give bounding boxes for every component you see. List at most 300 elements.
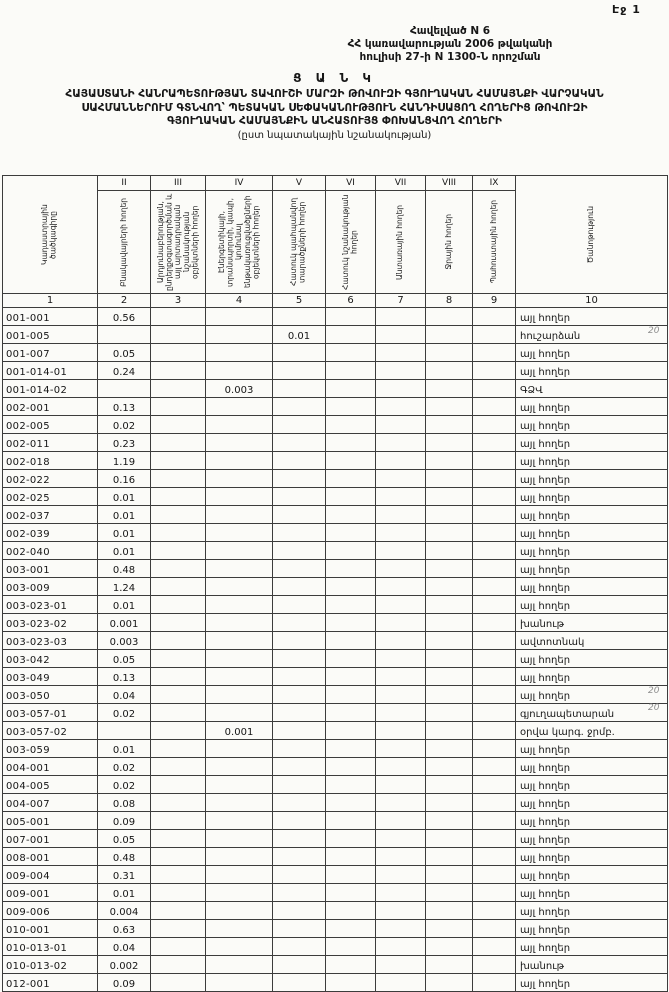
area-value-cell-col3 [151,452,206,470]
area-value-cell-col3 [151,308,206,326]
note-cell: այլ հողեր [516,974,668,992]
area-value-cell-col7 [376,956,426,974]
area-value-cell-col4 [206,542,273,560]
area-value-cell-col2: 0.003 [98,632,151,650]
area-value-cell-col3 [151,524,206,542]
area-value-cell-col8 [426,506,473,524]
area-value-cell-col6 [326,362,376,380]
area-value-cell-col4 [206,974,273,992]
area-value-cell-col6 [326,560,376,578]
area-value-cell-col5 [273,650,326,668]
area-value-cell-col8 [426,758,473,776]
area-value-cell-col7 [376,380,426,398]
area-value-cell-col8 [426,794,473,812]
area-value-cell-col8 [426,380,473,398]
area-value-cell-col8 [426,362,473,380]
area-value-cell-col3 [151,830,206,848]
area-value-cell-col6 [326,920,376,938]
table-row [3,794,668,812]
table-row [3,344,668,362]
cadastral-code-cell: 002-022 [3,470,98,488]
table-row [3,848,668,866]
area-value-cell-col7 [376,344,426,362]
area-value-cell-col6 [326,344,376,362]
area-value-cell-col3 [151,578,206,596]
cadastral-code-cell: 004-001 [3,758,98,776]
area-value-cell-col2 [98,380,151,398]
area-value-cell-col6 [326,398,376,416]
note-cell: այլ հողեր [516,668,668,686]
area-value-cell-col8 [426,596,473,614]
note-cell: այլ հողեր [516,776,668,794]
area-value-cell-col7 [376,308,426,326]
cadastral-code-cell: 002-011 [3,434,98,452]
area-value-cell-col5 [273,812,326,830]
area-value-cell-col8 [426,956,473,974]
area-value-cell-col8 [426,470,473,488]
area-value-cell-col5 [273,974,326,992]
area-value-cell-col8 [426,614,473,632]
area-value-cell-col5 [273,632,326,650]
area-value-cell-col5 [273,686,326,704]
area-value-cell-col9 [473,308,516,326]
table-row [3,560,668,578]
area-value-cell-col5 [273,704,326,722]
area-value-cell-col5 [273,560,326,578]
area-value-cell-col4 [206,326,273,344]
handwritten-margin-mark: 20 [648,686,660,696]
area-value-cell-col6 [326,740,376,758]
area-value-cell-col8 [426,326,473,344]
area-value-cell-col4 [206,884,273,902]
area-value-cell-col7 [376,920,426,938]
numeral-V: V [273,176,326,191]
area-value-cell-col6 [326,650,376,668]
header-reserve-lands: Պահուստային հողեր [473,191,516,294]
area-value-cell-col9 [473,362,516,380]
colnum-3: 3 [151,294,206,308]
land-transfer-table [2,175,668,992]
area-value-cell-col7 [376,938,426,956]
numeral-VI: VI [326,176,376,191]
area-value-cell-col5 [273,470,326,488]
area-value-cell-col9 [473,416,516,434]
area-value-cell-col7 [376,632,426,650]
area-value-cell-col7 [376,884,426,902]
cadastral-code-cell: 005-001 [3,812,98,830]
area-value-cell-col3 [151,686,206,704]
handwritten-margin-mark: 20 [648,703,660,713]
table-row [3,524,668,542]
area-value-cell-col5: 0.01 [273,326,326,344]
numeral-IV: IV [206,176,273,191]
note-cell: այլ հողեր [516,452,668,470]
document-title [4,88,665,129]
area-value-cell-col9 [473,956,516,974]
area-value-cell-col2: 0.13 [98,398,151,416]
area-value-cell-col3 [151,650,206,668]
appendix-line-1: Հավելված N 6 [409,25,491,37]
area-value-cell-col2: 0.24 [98,362,151,380]
area-value-cell-col8 [426,488,473,506]
area-value-cell-col8 [426,776,473,794]
cadastral-code-cell: 003-057-01 [3,704,98,722]
area-value-cell-col4 [206,830,273,848]
area-value-cell-col4 [206,812,273,830]
area-value-cell-col5 [273,668,326,686]
area-value-cell-col6 [326,956,376,974]
numeral-VIII: VIII [426,176,473,191]
table-row [3,758,668,776]
area-value-cell-col3 [151,632,206,650]
note-cell: ԳՁՎ [516,380,668,398]
area-value-cell-col3 [151,542,206,560]
area-value-cell-col6 [326,902,376,920]
area-value-cell-col3 [151,398,206,416]
area-value-cell-col3 [151,776,206,794]
header-special-purpose-lands: Հատուկ նշանակության հողեր [326,191,376,294]
cadastral-code-cell: 003-023-02 [3,614,98,632]
area-value-cell-col6 [326,380,376,398]
area-value-cell-col2: 0.63 [98,920,151,938]
area-value-cell-col2: 0.001 [98,614,151,632]
area-value-cell-col4 [206,362,273,380]
cadastral-code-cell: 001-014-02 [3,380,98,398]
area-value-cell-col9 [473,434,516,452]
area-value-cell-col7 [376,416,426,434]
area-value-cell-col7 [376,758,426,776]
title-line-1: ՀԱՅԱՍՏԱՆԻ ՀԱՆՐԱՊԵՏՈՒԹՅԱՆ ՏԱՎՈՒՇԻ ՄԱՐԶԻ ԹՈՎՈՒԶԻ ԳՅՈՒՂԱԿԱՆ ՀԱՄԱՅՆՔԻ ՎԱՐՉԱԿԱՆ [65,88,604,100]
note-cell: այլ հողեր [516,506,668,524]
area-value-cell-col2: 0.01 [98,740,151,758]
area-value-cell-col7 [376,542,426,560]
numeral-III: III [151,176,206,191]
area-value-cell-col4 [206,560,273,578]
area-value-cell-col3 [151,326,206,344]
area-value-cell-col4 [206,506,273,524]
colnum-10: 10 [516,294,668,308]
area-value-cell-col7 [376,326,426,344]
area-value-cell-col4 [206,668,273,686]
handwritten-margin-mark: 20 [648,326,660,336]
area-value-cell-col8 [426,722,473,740]
area-value-cell-col5 [273,830,326,848]
area-value-cell-col2: 0.01 [98,542,151,560]
area-value-cell-col3 [151,560,206,578]
area-value-cell-col3 [151,488,206,506]
area-value-cell-col2: 0.16 [98,470,151,488]
area-value-cell-col7 [376,524,426,542]
area-value-cell-col6 [326,614,376,632]
area-value-cell-col3 [151,812,206,830]
area-value-cell-col6 [326,722,376,740]
area-value-cell-col4 [206,920,273,938]
header-industrial-lands: Արդյունաբերության, ընդերքօգտագործման և այլ արտադրական նշանակության օբյեկտների հողեր [151,191,206,294]
area-value-cell-col8 [426,938,473,956]
area-value-cell-col9 [473,686,516,704]
area-value-cell-col2: 0.23 [98,434,151,452]
area-value-cell-col3 [151,758,206,776]
area-value-cell-col5 [273,308,326,326]
area-value-cell-col2: 0.02 [98,704,151,722]
numeral-II: II [98,176,151,191]
header-note-label: Ծանոթություն [586,205,596,264]
cadastral-code-cell: 001-001 [3,308,98,326]
area-value-cell-col4 [206,866,273,884]
area-value-cell-col8 [426,434,473,452]
page-number: Էջ 1 [612,3,641,16]
area-value-cell-col3 [151,668,206,686]
note-cell: այլ հողեր [516,470,668,488]
table-row [3,614,668,632]
note-cell: այլ հողեր [516,650,668,668]
area-value-cell-col3 [151,380,206,398]
area-value-cell-col2: 0.31 [98,866,151,884]
area-value-cell-col3 [151,416,206,434]
area-value-cell-col2: 1.19 [98,452,151,470]
cadastral-code-cell: 010-001 [3,920,98,938]
note-cell: օրվա կարգ. ջրմբ. [516,722,668,740]
area-value-cell-col5 [273,506,326,524]
area-value-cell-col5 [273,362,326,380]
note-cell: այլ հողեր [516,362,668,380]
area-value-cell-col2: 0.02 [98,776,151,794]
area-value-cell-col6 [326,488,376,506]
note-cell: այլ հողեր [516,938,668,956]
area-value-cell-col7 [376,974,426,992]
area-value-cell-col8 [426,884,473,902]
area-value-cell-col3 [151,344,206,362]
area-value-cell-col2 [98,722,151,740]
table-row [3,542,668,560]
area-value-cell-col4 [206,452,273,470]
header-residential-lands: Բնակավայրերի հողեր [98,191,151,294]
area-value-cell-col2: 0.08 [98,794,151,812]
note-cell: այլ հողեր [516,344,668,362]
table-row [3,902,668,920]
area-value-cell-col4 [206,794,273,812]
cadastral-code-cell: 009-001 [3,884,98,902]
cadastral-code-cell: 002-037 [3,506,98,524]
area-value-cell-col5 [273,452,326,470]
area-value-cell-col2: 0.01 [98,596,151,614]
area-value-cell-col4 [206,956,273,974]
area-value-cell-col9 [473,902,516,920]
area-value-cell-col5 [273,380,326,398]
note-cell: այլ հողեր [516,812,668,830]
area-value-cell-col3 [151,506,206,524]
area-value-cell-col5 [273,776,326,794]
area-value-cell-col3 [151,938,206,956]
area-value-cell-col2: 0.48 [98,848,151,866]
area-value-cell-col7 [376,848,426,866]
area-value-cell-col8 [426,578,473,596]
area-value-cell-col8 [426,452,473,470]
table-row [3,416,668,434]
area-value-cell-col9 [473,650,516,668]
area-value-cell-col6 [326,866,376,884]
table-row [3,632,668,650]
table-row [3,326,668,344]
area-value-cell-col9 [473,812,516,830]
area-value-cell-col7 [376,776,426,794]
area-value-cell-col9 [473,920,516,938]
area-value-cell-col9 [473,776,516,794]
area-value-cell-col4 [206,632,273,650]
area-value-cell-col5 [273,488,326,506]
cadastral-code-cell: 009-006 [3,902,98,920]
area-value-cell-col6 [326,326,376,344]
area-value-cell-col6 [326,434,376,452]
area-value-cell-col6 [326,470,376,488]
area-value-cell-col4 [206,434,273,452]
table-row [3,506,668,524]
area-value-cell-col8 [426,308,473,326]
area-value-cell-col3 [151,920,206,938]
cadastral-code-cell: 001-014-01 [3,362,98,380]
colnum-6: 6 [326,294,376,308]
area-value-cell-col5 [273,524,326,542]
area-value-cell-col5 [273,398,326,416]
cadastral-code-cell: 012-001 [3,974,98,992]
area-value-cell-col5 [273,578,326,596]
note-cell: հուշարձան [516,326,668,344]
appendix-line-2: ՀՀ կառավարության 2006 թվականի [347,38,553,50]
colnum-4: 4 [206,294,273,308]
area-value-cell-col2: 0.04 [98,938,151,956]
table-row [3,668,668,686]
roman-numeral-row [3,176,668,191]
area-value-cell-col7 [376,560,426,578]
area-value-cell-col8 [426,416,473,434]
area-value-cell-col8 [426,920,473,938]
note-cell: այլ հողեր [516,794,668,812]
area-value-cell-col9 [473,722,516,740]
colnum-1: 1 [3,294,98,308]
table-row [3,722,668,740]
table-row [3,830,668,848]
area-value-cell-col6 [326,542,376,560]
area-value-cell-col8 [426,344,473,362]
area-value-cell-col3 [151,794,206,812]
note-cell: ավտոտնակ [516,632,668,650]
area-value-cell-col5 [273,794,326,812]
area-value-cell-col7 [376,902,426,920]
area-value-cell-col3 [151,902,206,920]
area-value-cell-col6 [326,704,376,722]
area-value-cell-col9 [473,524,516,542]
table-row [3,650,668,668]
note-cell: այլ հողեր [516,902,668,920]
area-value-cell-col4: 0.003 [206,380,273,398]
note-cell: այլ հողեր [516,578,668,596]
numeral-IX: IX [473,176,516,191]
note-cell: գյուղապետարան [516,704,668,722]
note-cell: այլ հողեր [516,524,668,542]
area-value-cell-col5 [273,614,326,632]
area-value-cell-col7 [376,434,426,452]
note-cell: այլ հողեր [516,596,668,614]
area-value-cell-col6 [326,524,376,542]
area-value-cell-col8 [426,848,473,866]
area-value-cell-col7 [376,794,426,812]
cadastral-code-cell: 003-049 [3,668,98,686]
cadastral-code-cell: 002-039 [3,524,98,542]
area-value-cell-col2: 0.004 [98,902,151,920]
area-value-cell-col4 [206,758,273,776]
header-water-lands: Ջրային հողեր [426,191,473,294]
area-value-cell-col2: 0.56 [98,308,151,326]
area-value-cell-col7 [376,506,426,524]
area-value-cell-col2: 0.01 [98,506,151,524]
area-value-cell-col5 [273,740,326,758]
table-row [3,740,668,758]
area-value-cell-col6 [326,812,376,830]
area-value-cell-col2: 0.01 [98,524,151,542]
cadastral-code-cell: 003-023-01 [3,596,98,614]
area-value-cell-col9 [473,596,516,614]
area-value-cell-col2: 0.04 [98,686,151,704]
note-cell: այլ հողեր [516,398,668,416]
area-value-cell-col6 [326,776,376,794]
area-value-cell-col8 [426,668,473,686]
note-cell: այլ հողեր [516,866,668,884]
table-row [3,956,668,974]
header-forest-lands: Անտառային հողեր [376,191,426,294]
note-cell: այլ հողեր [516,740,668,758]
table-row [3,866,668,884]
header-note [516,176,668,294]
area-value-cell-col4 [206,578,273,596]
table-row [3,974,668,992]
area-value-cell-col2: 0.09 [98,812,151,830]
area-value-cell-col8 [426,740,473,758]
area-value-cell-col8 [426,830,473,848]
note-cell: այլ հողեր [516,416,668,434]
area-value-cell-col9 [473,632,516,650]
area-value-cell-col9 [473,614,516,632]
table-header [3,176,668,308]
area-value-cell-col3 [151,884,206,902]
area-value-cell-col6 [326,596,376,614]
area-value-cell-col2: 0.01 [98,488,151,506]
table-row [3,812,668,830]
cadastral-code-cell: 002-001 [3,398,98,416]
area-value-cell-col5 [273,902,326,920]
area-value-cell-col6 [326,794,376,812]
area-value-cell-col6 [326,938,376,956]
area-value-cell-col8 [426,704,473,722]
area-value-cell-col2: 0.13 [98,668,151,686]
area-value-cell-col6 [326,884,376,902]
cadastral-code-cell: 003-050 [3,686,98,704]
area-value-cell-col6 [326,686,376,704]
area-value-cell-col2: 0.002 [98,956,151,974]
numeral-VII: VII [376,176,426,191]
area-value-cell-col5 [273,758,326,776]
title-line-3: ԳՅՈՒՂԱԿԱՆ ՀԱՄԱՅՆՔԻՆ ԱՆՀԱՏՈՒՅՑ ՓՈԽԱՆՑՎՈՂ ՀՈՂԵՐԻ [167,115,502,127]
area-value-cell-col6 [326,848,376,866]
area-value-cell-col2: 0.02 [98,758,151,776]
area-value-cell-col9 [473,938,516,956]
cadastral-code-cell: 008-001 [3,848,98,866]
cadastral-code-cell: 003-059 [3,740,98,758]
header-cadastral-code-label: Կադաստրային ծածկագիրը [40,204,58,265]
area-value-cell-col4 [206,488,273,506]
note-cell: այլ հողեր [516,758,668,776]
area-value-cell-col8 [426,632,473,650]
area-value-cell-col4 [206,848,273,866]
